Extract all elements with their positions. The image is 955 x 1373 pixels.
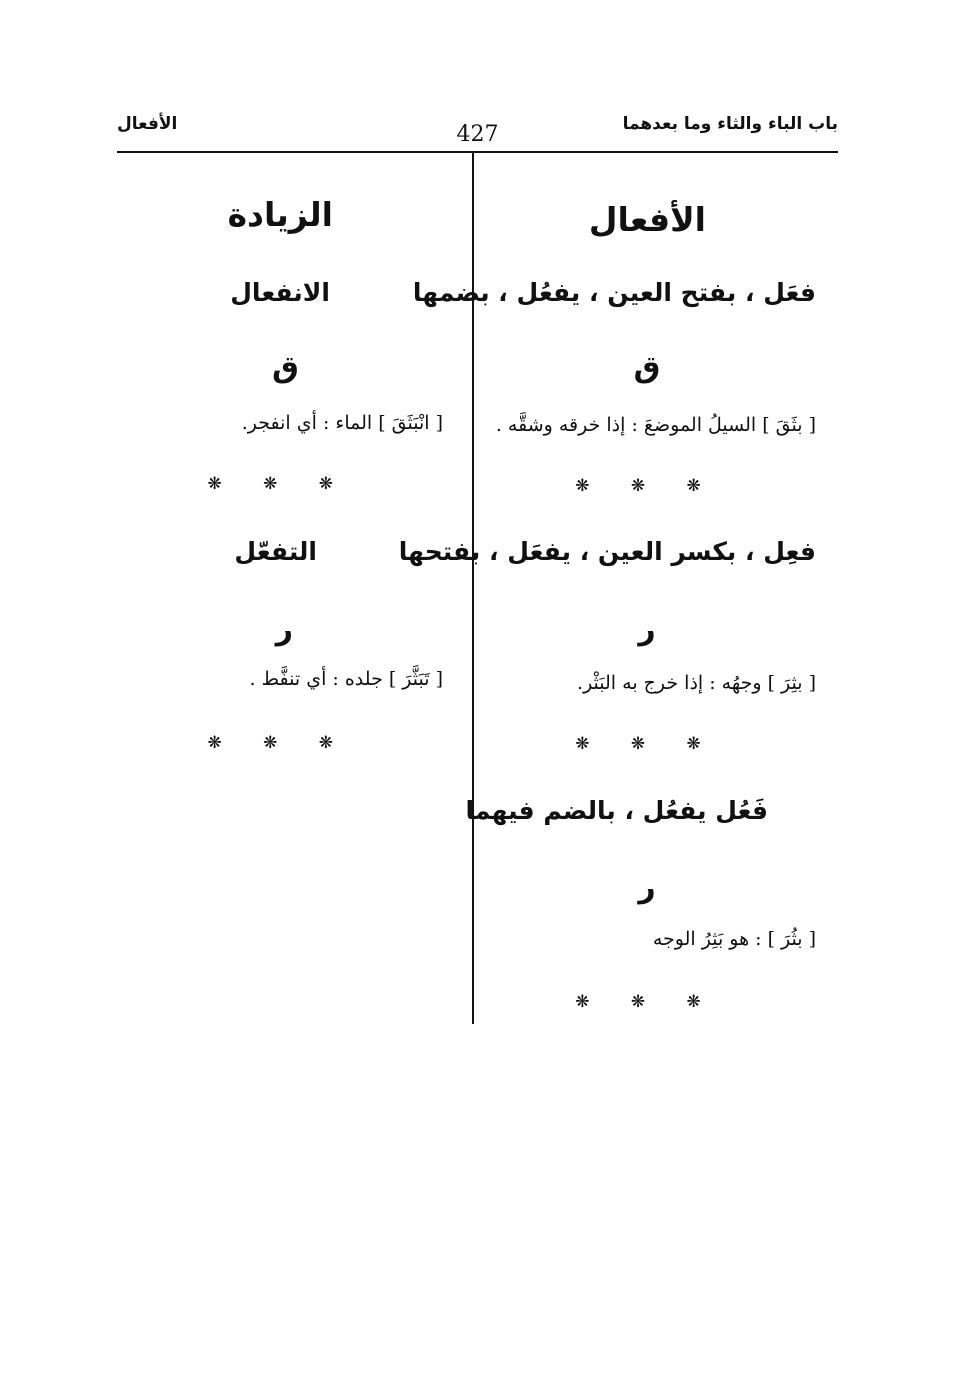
root-letter: ر: [638, 870, 656, 905]
running-header-chapter: باب الباء والثاء وما بعدهما: [622, 114, 838, 134]
header-rule: [117, 151, 838, 153]
column-title: الزيادة: [227, 195, 333, 234]
section-separator-stars: ❋ ❋ ❋: [207, 733, 351, 753]
section-heading: فعِل ، بكسر العين ، يفعَل ، بفتحها: [398, 537, 816, 566]
dictionary-entry: [ انْبَثَقَ ] الماء : أي انفجر.: [241, 412, 443, 434]
section-separator-stars: ❋ ❋ ❋: [575, 734, 719, 754]
dictionary-entry: [ بثُرَ ] : هو بَثِرُ الوجه: [652, 928, 816, 950]
running-header-section: الأفعال: [117, 114, 178, 134]
section-heading: الانفعال: [230, 278, 330, 307]
root-letter: ر: [638, 612, 656, 647]
root-letter: ق: [633, 350, 661, 385]
page-number: 427: [456, 122, 499, 147]
root-letter: ر: [275, 612, 293, 647]
section-separator-stars: ❋ ❋ ❋: [575, 476, 719, 496]
section-separator-stars: ❋ ❋ ❋: [207, 474, 351, 494]
column-title: الأفعال: [588, 200, 706, 239]
root-letter: ق: [272, 350, 299, 385]
section-heading: فعَل ، بفتح العين ، يفعُل ، بضمها: [412, 278, 816, 307]
dictionary-entry: [ بثِرَ ] وجهُه : إذا خرج به البَثْر.: [577, 672, 816, 694]
dictionary-entry: [ تَبَثَّرَ ] جلده : أي تنفَّط .: [249, 668, 443, 690]
dictionary-entry: [ بثَقَ ] السيلُ الموضعَ : إذا خرقه وشقَّه .: [495, 414, 816, 436]
section-heading: التفعّل: [234, 537, 317, 566]
section-separator-stars: ❋ ❋ ❋: [575, 992, 719, 1012]
section-heading: فَعُل يفعُل ، بالضم فيهما: [465, 796, 768, 825]
